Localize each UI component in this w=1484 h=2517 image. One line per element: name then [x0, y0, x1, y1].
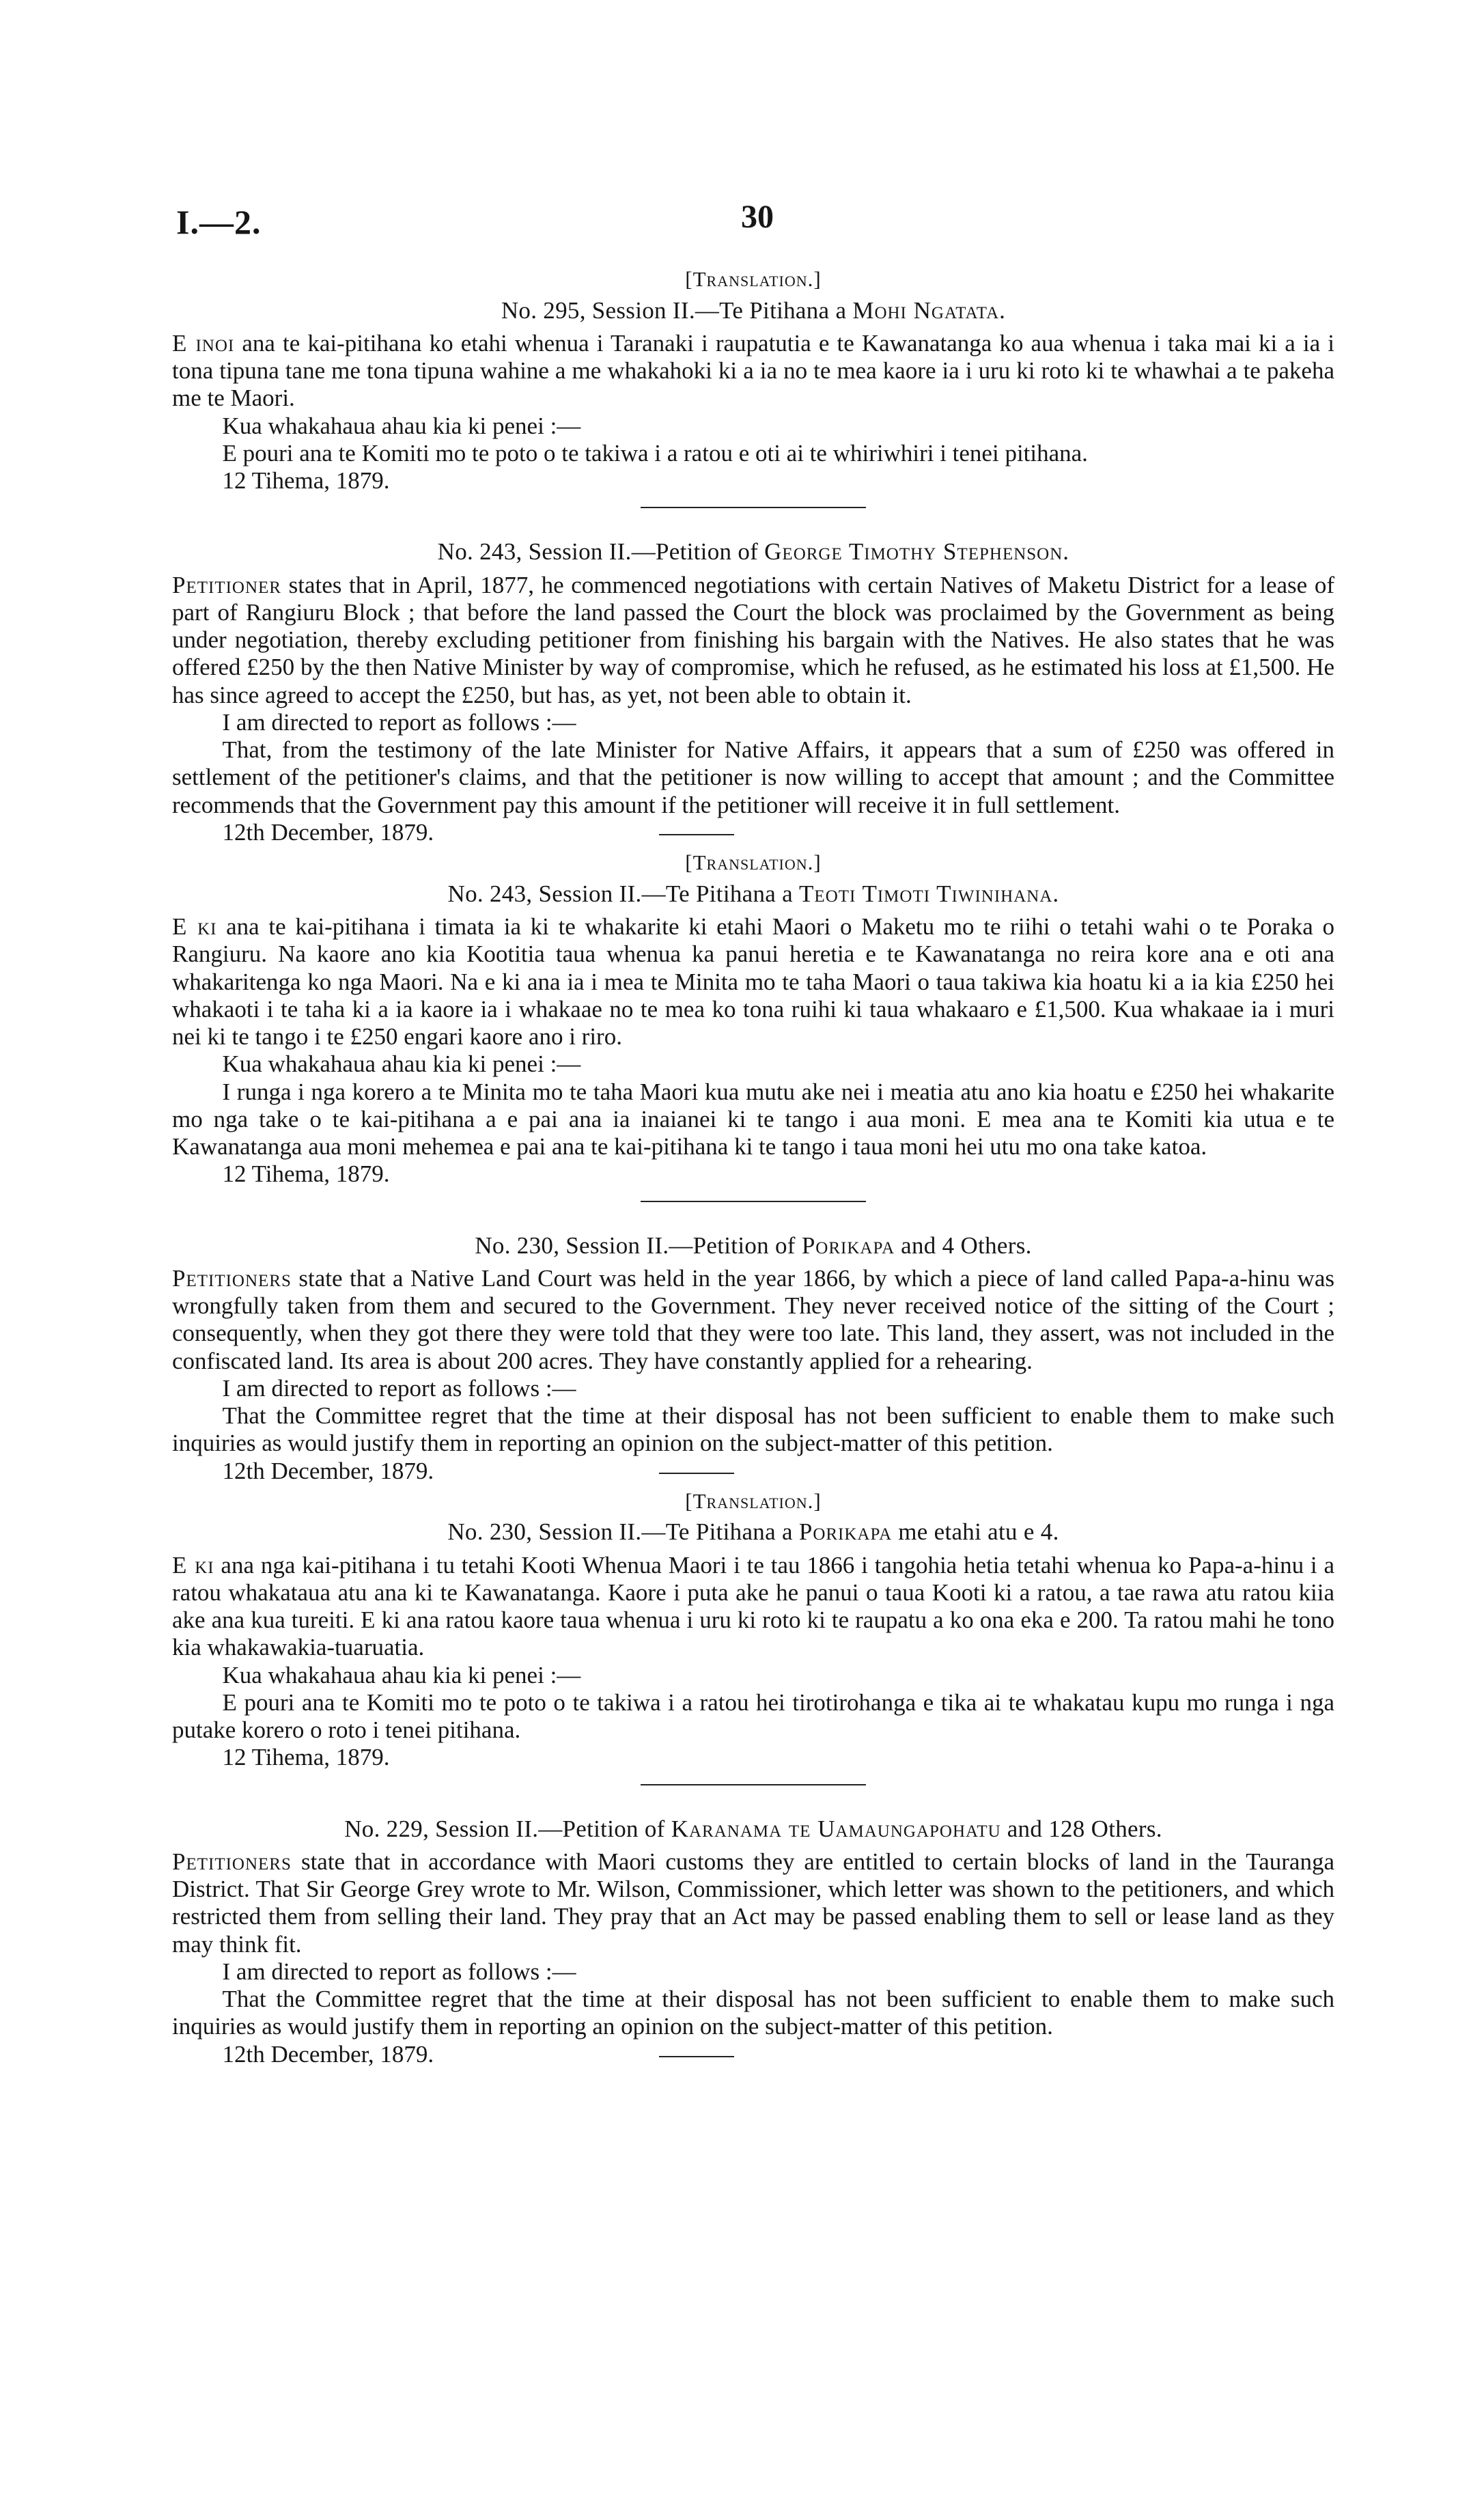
report-date: 12th December, 1879. [223, 1458, 1335, 1485]
section-divider [641, 507, 866, 508]
petition-summary: Petitioners state that in accordance with Maori customs they are entitled to certain blocks of land in the Tauranga District. That Sir George Grey wrote to Mr. Wilson, Commissioner, which letter was shown to the petitioners, and which restricted them from selling their land. They pray that an Act may be passed enabling them to sell or lease land as they may think fit. [172, 1848, 1334, 1958]
report-intro: I am directed to report as follows :— [222, 708, 576, 736]
committee-report: E pouri ana te Komiti mo te poto o te takiwa i a ratou e oti ai te whiriwhiri i tenei pitihana. [222, 439, 1088, 467]
petition-section-229 [172, 1816, 1334, 2068]
report-intro: Kua whakahaua ahau kia ki penei :— [222, 1661, 581, 1688]
petition-summary: E inoi ana te kai-pitihana ko etahi whenua i Taranaki i raupatutia e te Kawanatanga ko aua whenua i taka mai ki a ia i tona tipuna tane me tona tipuna wahine a me whakahoki ki a ia no te mea kaore ia i uru ki roto ki te whawhai a te pakeha me te Maori. [172, 329, 1334, 412]
petition-section-243-translation [172, 850, 1334, 1201]
petition-summary: E ki ana nga kai-pitihana i tu tetahi Kooti Whenua Maori i te tau 1866 i tangohia hetia tetahi whenua ko Papa-a-hinu i a ratou whakataua atu ana ki te Kawanatanga. Kaore i puta ake he panui o taua Kooti ki a ratou, a tae rawa atu ratou kiia ake ana kua tureiti. E ki ana ratou kaore taua whenua i uru ki roto ki te raupatu a ko ona eka e 200. Ta ratou mahi he tono kia whakawakia-tuaruatia. [172, 1551, 1334, 1661]
petition-section-230-translation [172, 1489, 1334, 1785]
report-intro: Kua whakahaua ahau kia ki penei :— [222, 412, 581, 439]
petition-heading: No. 243, Session II.—Petition of George Timothy Stephenson. [437, 538, 1069, 566]
short-divider [659, 834, 734, 835]
committee-report: That, from the testimony of the late Minister for Native Affairs, it appears that a sum of £250 was offered in settlement of the petitioner's claims, and that the petitioner is now willing to accept that amount ; and the Committee recommends that the Government pay this amount if the petitioner will receive it in full settlement. [172, 736, 1334, 818]
petition-section-230 [172, 1232, 1334, 1485]
committee-report: That the Committee regret that the time at their disposal has not been sufficient to enable them to make such inquiries as would justify them in reporting an opinion on the subject-matter of this petition. [172, 1986, 1334, 2040]
report-date: 12 Tihema, 1879. [222, 467, 390, 495]
petition-heading: No. 243, Session II.—Te Pitihana a Teoti Timoti Tiwinihana. [447, 880, 1059, 907]
petition-heading: No. 295, Session II.—Te Pitihana a Mohi Ngatata. [501, 296, 1006, 324]
report-date: 12 Tihema, 1879. [222, 1744, 390, 1771]
translation-label: [Translation.] [685, 1488, 822, 1513]
petition-summary: Petitioner states that in April, 1877, he commenced negotiations with certain Natives of Maketu District for a lease of part of Rangiuru Block ; that before the land passed the Court the block was proclaimed by the Government as being under negotiation, thereby excluding petitioner from finishing his bargain with the Natives. He also states that he was offered £250 by the then Native Minister by way of compromise, which he refused, as he estimated his loss at £1,500. He has since agreed to accept the £250, but has, as yet, not been able to obtain it. [172, 571, 1334, 708]
page-number: 30 [741, 199, 774, 235]
report-date: 12th December, 1879. [223, 2041, 1335, 2068]
report-intro: Kua whakahaua ahau kia ki penei :— [222, 1051, 581, 1078]
petitioner-name: Karanama te Uamaungapohatu [671, 1815, 1001, 1842]
committee-report: That the Committee regret that the time at their disposal has not been sufficient to enable them to make such inquiries as would justify them in reporting an opinion on the subject-matter of this petition. [172, 1402, 1334, 1457]
section-divider [641, 1201, 866, 1202]
petition-heading: No. 229, Session II.—Petition of Karanama te Uamaungapohatu and 128 Others. [344, 1815, 1162, 1842]
petitioner-name: Porikapa [798, 1518, 893, 1546]
petitioner-name: Porikapa [801, 1232, 895, 1259]
petitioner-name: George Timothy Stephenson [764, 538, 1063, 566]
report-date: 12th December, 1879. [223, 819, 1335, 846]
translation-label: [Translation.] [685, 267, 822, 291]
petition-summary: Petitioners state that a Native Land Court was held in the year 1866, by which a piece of land called Papa-a-hinu was wrongfully taken from them and secured to the Government. They never received notice of the sitting of the Court ; consequently, when they got there they were told that they were too late. This land, they assert, was not included in the confiscated land. Its area is about 200 acres. They have constantly applied for a rehearing. [172, 1264, 1334, 1374]
petition-heading: No. 230, Session II.—Petition of Porikapa and 4 Others. [475, 1232, 1032, 1259]
section-divider [641, 1784, 866, 1785]
page-body [172, 263, 1334, 2068]
translation-label: [Translation.] [685, 850, 822, 875]
report-date: 12 Tihema, 1879. [222, 1160, 390, 1188]
petitioner-name: Teoti Timoti Tiwinihana [799, 880, 1053, 907]
short-divider [659, 1473, 734, 1474]
petition-summary: E ki ana te kai-pitihana i timata ia ki te whakarite ki etahi Maori o Maketu mo te riihi o tetahi wahi o te Poraka o Rangiuru. Na kaore ano kia Kootitia taua whenua ka panui heretia e te Kawanatanga no reira kore ana e oti ana whakaritenga ko nga Maori. Na e ki ana ia i mea te Minita mo te taha Maori o taua takiwa kia hoatu ki a ia kia £250 hei whakaoti i te taha ki a ia kaore ia i whakaae no te mea ko tona ruihi ki taua whakaaro e £1,500. Kua whakaae ia i muri nei ki te tango i te £250 engari kaore ano i riro. [172, 913, 1335, 1051]
paper-reference: I.—2. [176, 203, 262, 241]
petition-section-243 [172, 538, 1334, 846]
committee-report: I runga i nga korero a te Minita mo te taha Maori kua mutu ake nei i meatia atu ano kia hoatu e £250 hei whakarite mo nga take o te kai-pitihana a e pai ana ia inaianei ki te tango i aua moni. E mea ana te Komiti kia utua e te Kawanatanga aua moni mehemea e pai ana te kai-pitihana ki te tango i taua moni hei utu mo ona take katoa. [172, 1078, 1334, 1160]
committee-report: E pouri ana te Komiti mo te poto o te takiwa i a ratou hei tirotirohanga e tika ai te whakatau kupu mo runga i nga putake korero o roto i tenei pitihana. [172, 1688, 1334, 1744]
short-divider [659, 2056, 734, 2057]
petition-heading: No. 230, Session II.—Te Pitihana a Porikapa me etahi atu e 4. [447, 1518, 1059, 1546]
report-intro: I am directed to report as follows :— [222, 1374, 576, 1402]
petitioner-name: Mohi Ngatata [852, 296, 1000, 324]
petition-section-295-translation [172, 267, 1334, 508]
report-intro: I am directed to report as follows :— [222, 1958, 576, 1985]
